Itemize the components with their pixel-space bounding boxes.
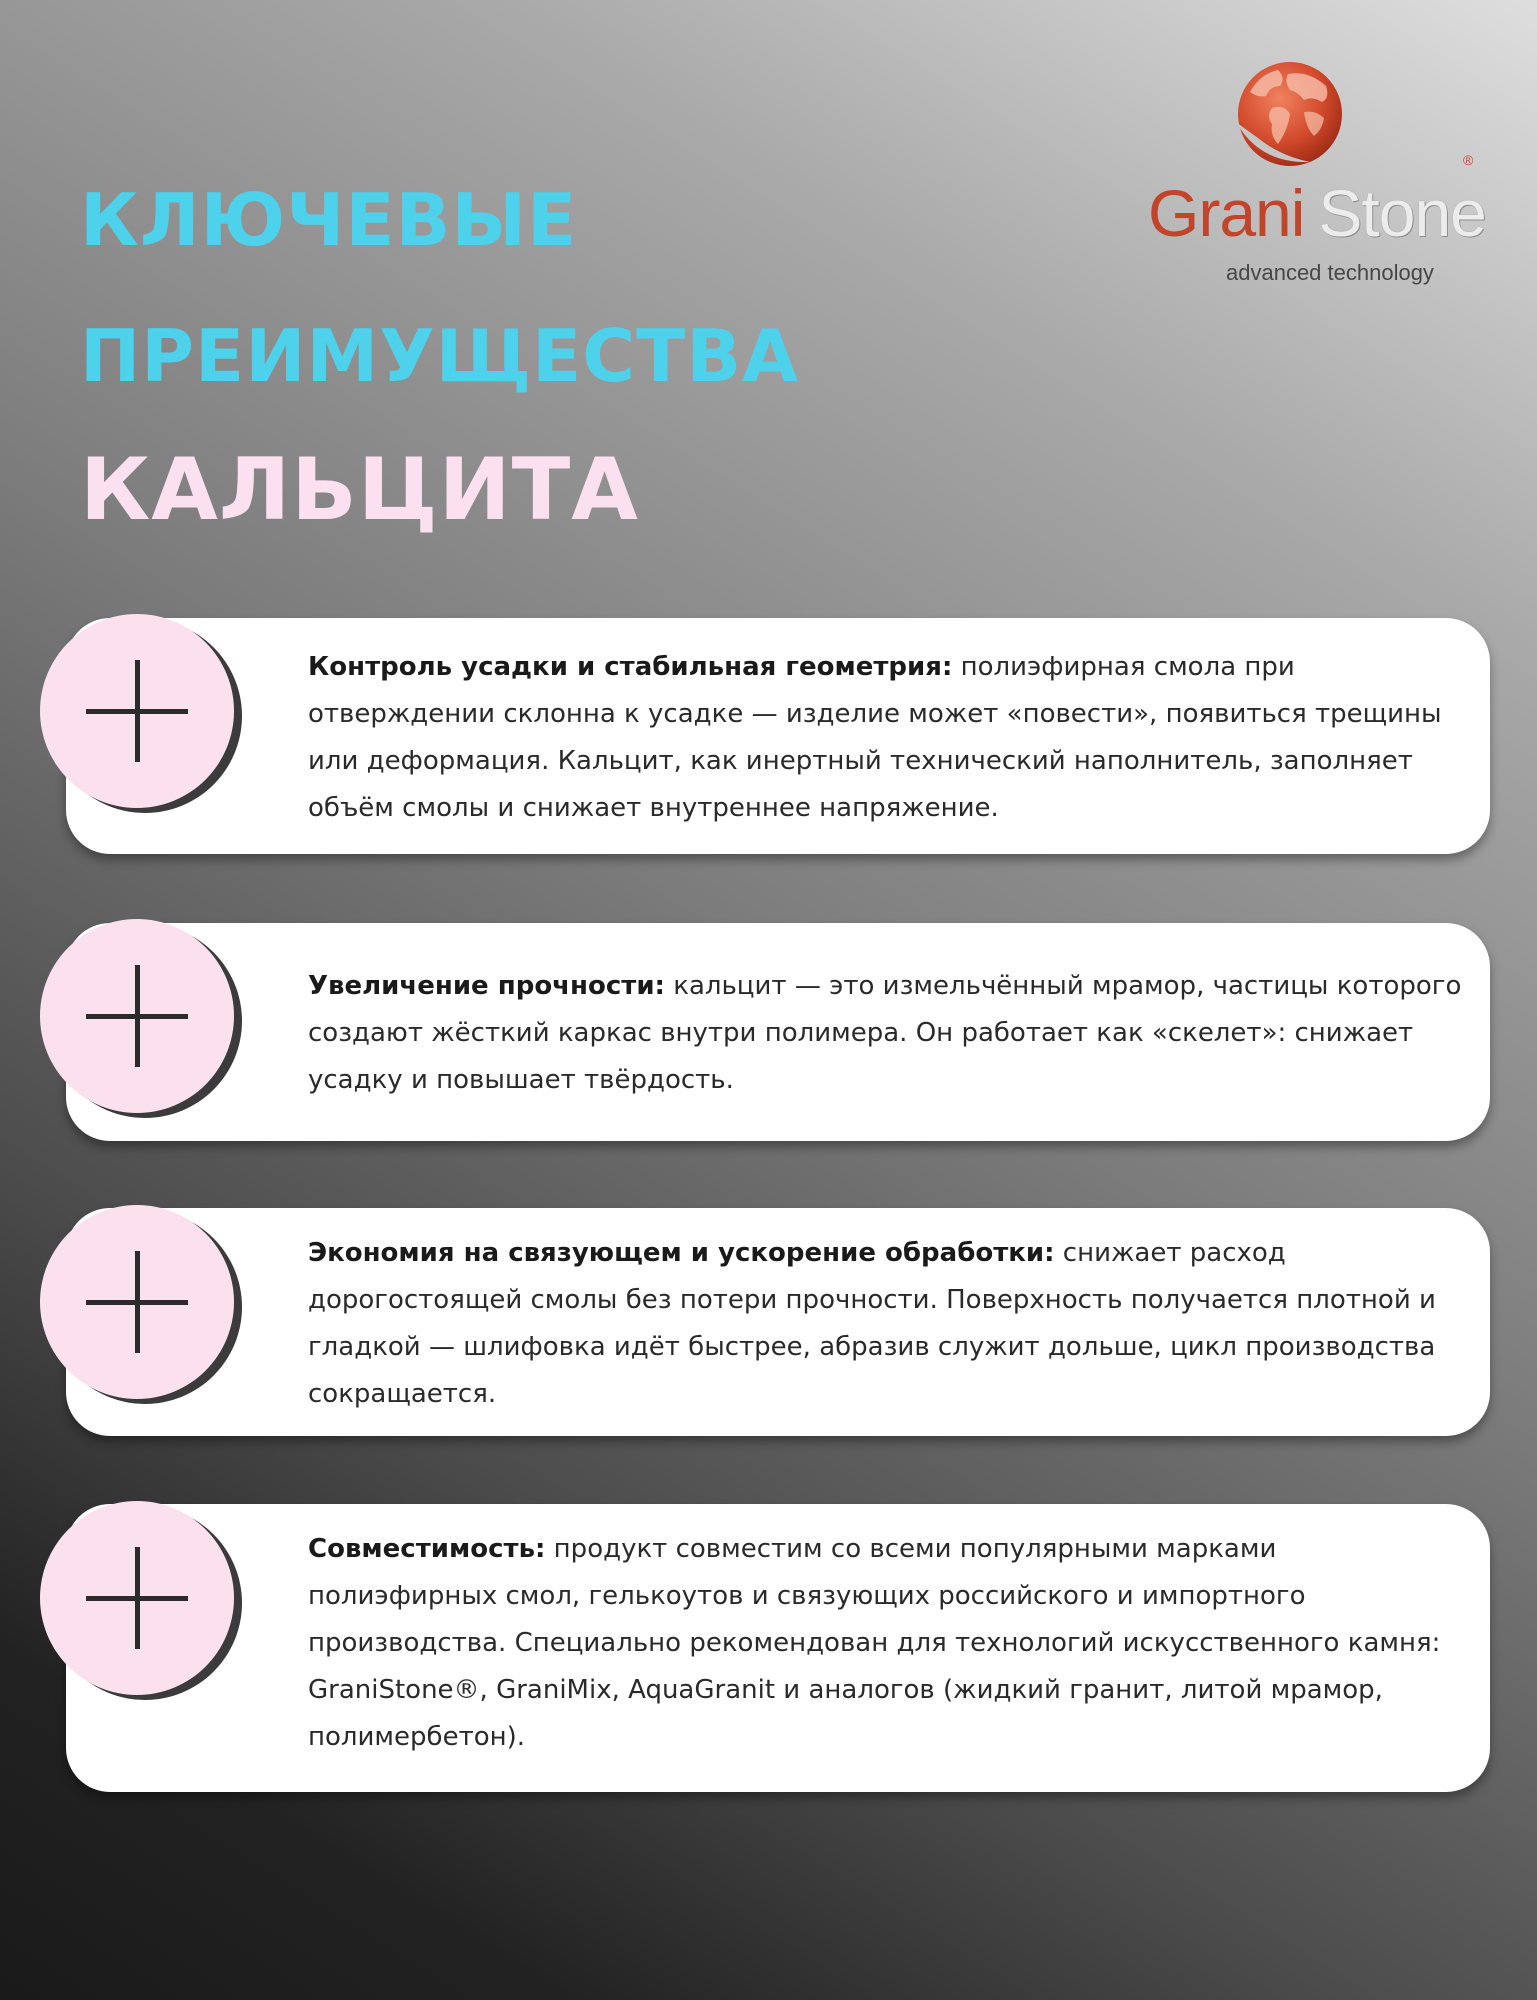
benefit-badge	[40, 614, 234, 808]
heading-line-1: КЛЮЧЕВЫЕ	[80, 178, 578, 262]
plus-icon	[86, 1547, 188, 1649]
heading-line-2: ПРЕИМУЩЕСТВА	[80, 314, 799, 398]
benefit-title: Совместимость:	[308, 1534, 546, 1564]
benefit-body: кальцит — это измельчённый мрамор, частицы которого создают жёсткий каркас внутри полимера. Он работает как «скелет»: снижает усадку и повышает твёрдость.	[308, 971, 1462, 1095]
benefit-text	[308, 963, 1462, 1104]
benefit-card-economy	[66, 1208, 1490, 1436]
logo-registered-mark: ®	[1463, 152, 1474, 168]
benefit-card-shrinkage	[66, 618, 1490, 854]
benefit-badge	[40, 1501, 234, 1695]
logo-wordmark	[1148, 176, 1486, 250]
benefit-text	[308, 1230, 1462, 1418]
benefit-title: Увеличение прочности:	[308, 971, 665, 1001]
benefit-title: Контроль усадки и стабильная геометрия:	[308, 652, 953, 682]
logo-tagline: advanced technology	[1226, 260, 1434, 285]
benefit-card-compatibility	[66, 1504, 1490, 1792]
benefit-title: Экономия на связующем и ускорение обработки:	[308, 1238, 1055, 1268]
benefit-body: полиэфирная смола при отверждении склонна к усадке — изделие может «повести», появиться трещины или деформация. Кальцит, как инертный технический наполнитель, заполняет объём смолы и снижает внутреннее напряжение.	[308, 652, 1442, 823]
benefit-body: снижает расход дорогостоящей смолы без потери прочности. Поверхность получается плотной и гладкой — шлифовка идёт быстрее, абразив служит дольше, цикл производства сокращается.	[308, 1238, 1436, 1409]
plus-icon	[86, 660, 188, 762]
heading-line-3: КАЛЬЦИТА	[80, 440, 639, 540]
plus-icon	[86, 1251, 188, 1353]
plus-icon	[86, 965, 188, 1067]
globe-icon	[1230, 52, 1350, 172]
logo-grani: Grani	[1148, 176, 1305, 250]
benefit-text	[308, 644, 1462, 832]
benefit-card-strength	[66, 923, 1490, 1141]
benefit-text	[308, 1526, 1462, 1761]
benefit-badge	[40, 919, 234, 1113]
logo-stone: Stone	[1318, 176, 1486, 250]
benefit-badge	[40, 1205, 234, 1399]
granistone-logo	[1130, 52, 1490, 285]
benefit-body: продукт совместим со всеми популярными марками полиэфирных смол, гелькоутов и связующих российского и импортного производства. Специально рекомендован для технологий искусственного камня: GraniStone®, GraniMix, AquaGranit и аналогов (жидкий гранит, литой мрамор, полимербетон).	[308, 1534, 1441, 1752]
